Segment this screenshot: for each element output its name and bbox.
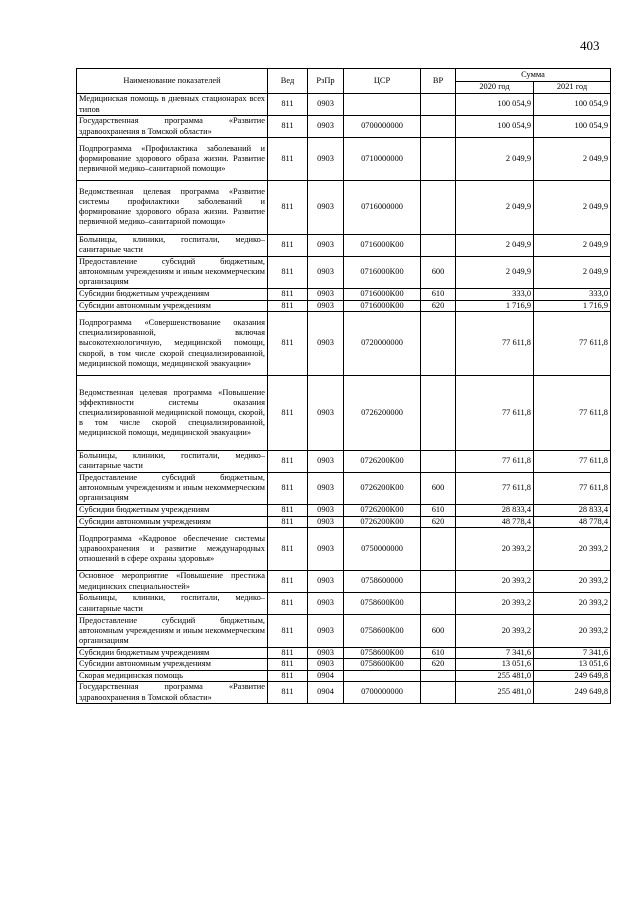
row-ved: 811 (268, 234, 308, 256)
table-row (77, 670, 611, 682)
table-row (77, 571, 611, 593)
table-row (77, 450, 611, 472)
row-vr (421, 376, 456, 451)
row-ved: 811 (268, 516, 308, 528)
header-vr: ВР (421, 69, 456, 94)
row-rzpr: 0903 (308, 94, 344, 116)
row-value-2020: 2 049,9 (456, 181, 534, 235)
row-rzpr: 0903 (308, 472, 344, 505)
row-rzpr: 0903 (308, 256, 344, 289)
row-vr (421, 138, 456, 181)
row-csr: 0726200К00 (344, 505, 421, 517)
row-value-2021: 13 051,6 (534, 659, 611, 671)
row-rzpr: 0903 (308, 593, 344, 615)
row-name: Больницы, клиники, госпитали, медико–санитарные части (77, 593, 268, 615)
row-value-2021: 28 833,4 (534, 505, 611, 517)
row-name: Подпрограмма «Совершенствование оказания специализированной, включая высокотехнологичную, медицинской помощи, скорой, в том числе скорой специализированной, медицинской помощи, медицинской эвакуации» (77, 312, 268, 376)
row-rzpr: 0903 (308, 289, 344, 301)
row-value-2021: 77 611,8 (534, 472, 611, 505)
row-vr: 610 (421, 647, 456, 659)
row-value-2021: 249 649,8 (534, 670, 611, 682)
row-value-2021: 2 049,9 (534, 181, 611, 235)
row-csr: 0726200К00 (344, 450, 421, 472)
row-vr (421, 116, 456, 138)
row-ved: 811 (268, 670, 308, 682)
row-value-2021: 48 778,4 (534, 516, 611, 528)
row-rzpr: 0903 (308, 312, 344, 376)
table-row (77, 116, 611, 138)
row-value-2021: 77 611,8 (534, 450, 611, 472)
row-rzpr: 0903 (308, 234, 344, 256)
header-rzpr: РзПр (308, 69, 344, 94)
row-vr: 620 (421, 516, 456, 528)
row-value-2020: 2 049,9 (456, 256, 534, 289)
row-value-2021: 249 649,8 (534, 682, 611, 704)
row-ved: 811 (268, 312, 308, 376)
row-value-2020: 20 393,2 (456, 571, 534, 593)
row-ved: 811 (268, 505, 308, 517)
row-name: Государственная программа «Развитие здравоохранения в Томской области» (77, 116, 268, 138)
row-name: Предоставление субсидий бюджетным, автономным учреждениям и иным некоммерческим организациям (77, 256, 268, 289)
table-row (77, 593, 611, 615)
row-rzpr: 0903 (308, 516, 344, 528)
row-rzpr: 0904 (308, 682, 344, 704)
row-value-2021: 20 393,2 (534, 571, 611, 593)
row-csr: 0716000000 (344, 181, 421, 235)
table-row (77, 505, 611, 517)
row-csr: 0750000000 (344, 528, 421, 571)
row-csr: 0758600К00 (344, 593, 421, 615)
table-row (77, 659, 611, 671)
row-ved: 811 (268, 682, 308, 704)
row-value-2021: 77 611,8 (534, 376, 611, 451)
row-name: Медицинская помощь в дневных стационарах всех типов (77, 94, 268, 116)
table-row (77, 234, 611, 256)
row-rzpr: 0903 (308, 647, 344, 659)
row-vr (421, 181, 456, 235)
row-vr (421, 450, 456, 472)
table-row (77, 516, 611, 528)
row-vr: 620 (421, 300, 456, 312)
row-name: Ведомственная целевая программа «Повышение эффективности системы оказания специализированной медицинской помощи, скорой, в том числе скорой специализированной, медицинской помощи, медицинской эвакуации» (77, 376, 268, 451)
row-name: Субсидии автономным учреждениям (77, 516, 268, 528)
row-vr (421, 528, 456, 571)
row-vr (421, 571, 456, 593)
row-value-2020: 2 049,9 (456, 138, 534, 181)
row-rzpr: 0903 (308, 181, 344, 235)
row-value-2021: 100 054,9 (534, 94, 611, 116)
row-name: Субсидии автономным учреждениям (77, 659, 268, 671)
row-name: Субсидии бюджетным учреждениям (77, 289, 268, 301)
row-value-2021: 77 611,8 (534, 312, 611, 376)
table-row (77, 181, 611, 235)
row-ved: 811 (268, 289, 308, 301)
table-header-row (77, 69, 611, 82)
row-vr (421, 94, 456, 116)
row-csr: 0716000К00 (344, 256, 421, 289)
row-value-2020: 77 611,8 (456, 376, 534, 451)
row-value-2021: 2 049,9 (534, 234, 611, 256)
row-value-2020: 255 481,0 (456, 670, 534, 682)
row-csr: 0726200000 (344, 376, 421, 451)
header-year-2020: 2020 год (456, 82, 534, 94)
row-value-2020: 20 393,2 (456, 593, 534, 615)
row-value-2021: 20 393,2 (534, 615, 611, 648)
row-value-2021: 2 049,9 (534, 256, 611, 289)
table-row (77, 300, 611, 312)
row-value-2020: 1 716,9 (456, 300, 534, 312)
table-row (77, 615, 611, 648)
row-csr: 0716000К00 (344, 289, 421, 301)
row-rzpr: 0903 (308, 450, 344, 472)
table-row (77, 647, 611, 659)
row-ved: 811 (268, 472, 308, 505)
row-csr: 0700000000 (344, 116, 421, 138)
row-csr: 0716000К00 (344, 234, 421, 256)
table-row (77, 138, 611, 181)
row-name: Ведомственная целевая программа «Развитие системы профилактики заболеваний и формирование здорового образа жизни. Развитие первичной медико–санитарной помощи» (77, 181, 268, 235)
row-rzpr: 0903 (308, 116, 344, 138)
row-value-2021: 2 049,9 (534, 138, 611, 181)
row-name: Государственная программа «Развитие здравоохранения в Томской области» (77, 682, 268, 704)
row-vr: 610 (421, 289, 456, 301)
row-ved: 811 (268, 571, 308, 593)
row-vr: 600 (421, 615, 456, 648)
header-year-2021: 2021 год (534, 82, 611, 94)
row-value-2020: 7 341,6 (456, 647, 534, 659)
row-value-2021: 1 716,9 (534, 300, 611, 312)
row-name: Подпрограмма «Профилактика заболеваний и формирование здорового образа жизни. Развитие первичной медико–санитарной помощи» (77, 138, 268, 181)
row-vr (421, 234, 456, 256)
row-vr: 610 (421, 505, 456, 517)
row-vr (421, 682, 456, 704)
row-ved: 811 (268, 300, 308, 312)
row-name: Субсидии бюджетным учреждениям (77, 647, 268, 659)
header-sum: Сумма (456, 69, 611, 82)
row-ved: 811 (268, 593, 308, 615)
header-ved: Вед (268, 69, 308, 94)
row-value-2020: 255 481,0 (456, 682, 534, 704)
row-ved: 811 (268, 659, 308, 671)
row-csr: 0726200К00 (344, 516, 421, 528)
row-ved: 811 (268, 376, 308, 451)
row-name: Скорая медицинская помощь (77, 670, 268, 682)
row-value-2021: 20 393,2 (534, 528, 611, 571)
row-value-2020: 48 778,4 (456, 516, 534, 528)
table-row (77, 376, 611, 451)
row-vr: 600 (421, 256, 456, 289)
row-vr: 600 (421, 472, 456, 505)
table-row (77, 312, 611, 376)
table-row (77, 472, 611, 505)
table-row (77, 289, 611, 301)
row-ved: 811 (268, 181, 308, 235)
row-name: Больницы, клиники, госпитали, медико–санитарные части (77, 450, 268, 472)
row-name: Субсидии автономным учреждениям (77, 300, 268, 312)
row-csr (344, 670, 421, 682)
row-rzpr: 0903 (308, 571, 344, 593)
row-ved: 811 (268, 450, 308, 472)
row-vr (421, 593, 456, 615)
row-ved: 811 (268, 94, 308, 116)
row-rzpr: 0903 (308, 528, 344, 571)
page-number: 403 (580, 38, 600, 53)
row-value-2020: 77 611,8 (456, 472, 534, 505)
row-csr: 0758600К00 (344, 647, 421, 659)
row-ved: 811 (268, 138, 308, 181)
row-vr (421, 670, 456, 682)
row-ved: 811 (268, 256, 308, 289)
row-value-2021: 100 054,9 (534, 116, 611, 138)
row-rzpr: 0904 (308, 670, 344, 682)
row-csr: 0710000000 (344, 138, 421, 181)
row-value-2020: 20 393,2 (456, 528, 534, 571)
row-rzpr: 0903 (308, 376, 344, 451)
row-csr: 0720000000 (344, 312, 421, 376)
row-csr: 0758600000 (344, 571, 421, 593)
row-ved: 811 (268, 116, 308, 138)
row-csr: 0758600К00 (344, 615, 421, 648)
row-csr: 0700000000 (344, 682, 421, 704)
row-value-2020: 20 393,2 (456, 615, 534, 648)
row-rzpr: 0903 (308, 615, 344, 648)
header-name: Наименование показателей (77, 69, 268, 94)
row-rzpr: 0903 (308, 138, 344, 181)
row-ved: 811 (268, 615, 308, 648)
row-name: Больницы, клиники, госпитали, медико–санитарные части (77, 234, 268, 256)
row-csr: 0716000К00 (344, 300, 421, 312)
row-name: Субсидии бюджетным учреждениям (77, 505, 268, 517)
table-row (77, 528, 611, 571)
row-rzpr: 0903 (308, 505, 344, 517)
row-value-2020: 333,0 (456, 289, 534, 301)
row-value-2020: 2 049,9 (456, 234, 534, 256)
table-row (77, 94, 611, 116)
row-name: Основное мероприятие «Повышение престижа медицинских специальностей» (77, 571, 268, 593)
row-name: Подпрограмма «Кадровое обеспечение системы здравоохранения и развитие международных отношений в сфере охраны здоровья» (77, 528, 268, 571)
row-value-2021: 20 393,2 (534, 593, 611, 615)
row-rzpr: 0903 (308, 300, 344, 312)
row-value-2020: 100 054,9 (456, 116, 534, 138)
row-vr: 620 (421, 659, 456, 671)
row-value-2021: 7 341,6 (534, 647, 611, 659)
row-value-2020: 77 611,8 (456, 450, 534, 472)
row-value-2020: 77 611,8 (456, 312, 534, 376)
row-name: Предоставление субсидий бюджетным, автономным учреждениям и иным некоммерческим организациям (77, 615, 268, 648)
row-ved: 811 (268, 528, 308, 571)
row-value-2020: 28 833,4 (456, 505, 534, 517)
row-csr (344, 94, 421, 116)
row-ved: 811 (268, 647, 308, 659)
row-value-2020: 13 051,6 (456, 659, 534, 671)
table-body (77, 94, 611, 704)
row-vr (421, 312, 456, 376)
row-value-2021: 333,0 (534, 289, 611, 301)
row-value-2020: 100 054,9 (456, 94, 534, 116)
header-csr: ЦСР (344, 69, 421, 94)
budget-table (76, 68, 611, 704)
row-csr: 0726200К00 (344, 472, 421, 505)
table-row (77, 682, 611, 704)
row-name: Предоставление субсидий бюджетным, автономным учреждениям и иным некоммерческим организациям (77, 472, 268, 505)
table-row (77, 256, 611, 289)
row-rzpr: 0903 (308, 659, 344, 671)
row-csr: 0758600К00 (344, 659, 421, 671)
